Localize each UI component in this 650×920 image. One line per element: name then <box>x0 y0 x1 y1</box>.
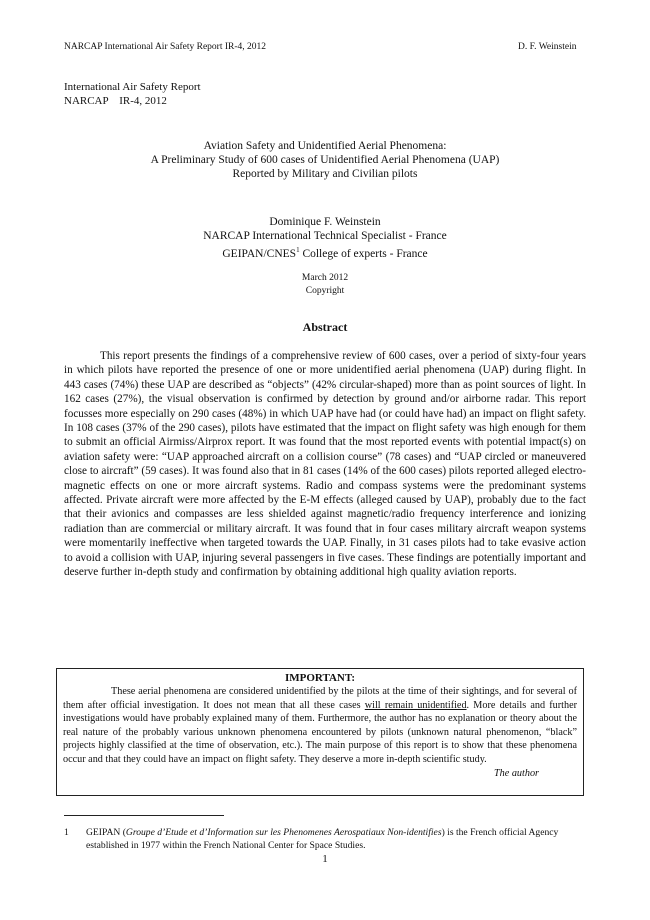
important-body <box>63 685 577 767</box>
affiliation2-rest: College of experts - France <box>299 247 428 260</box>
report-id <box>64 80 201 108</box>
important-notice-box <box>56 668 584 796</box>
footnote-marker: 1 <box>64 827 69 838</box>
report-id-line2: NARCAP IR-4, 2012 <box>64 95 167 107</box>
date-line: March 2012 <box>301 273 349 283</box>
page-number: 1 <box>322 853 328 865</box>
title-line2: A Preliminary Study of 600 cases of Unidentified Aerial Phenomena (UAP) <box>150 154 500 166</box>
author-affiliation1: NARCAP International Technical Specialist - France <box>203 230 447 242</box>
affiliation2-org: GEIPAN/CNES <box>222 247 297 260</box>
footnote-rule <box>64 815 224 816</box>
running-header-right: D. F. Weinstein <box>518 42 577 52</box>
footnote-pre: GEIPAN ( <box>86 827 126 838</box>
author-name: Dominique F. Weinstein <box>269 216 381 228</box>
title-line3: Reported by Military and Civilian pilots <box>232 168 418 180</box>
copyright-line: Copyright <box>305 286 345 296</box>
important-heading: IMPORTANT: <box>284 672 356 684</box>
title-line1: Aviation Safety and Unidentified Aerial Phenomena: <box>203 140 447 152</box>
abstract-body: This report presents the findings of a comprehensive review of 600 cases, over a period of sixty-four years in which pilots have reported the presence of one or more unidentified aerial phenomena (UAP) during flight. In 443 cases (74%) these UAP are described as “objects” (42% circular-shaped) more than as point sources of light. In 162 cases (27%), the visual observation is confirmed by detection by ground and/or airborne radar. This report focusses more especially on 290 cases (48%) in which UAP have had (or could have had) an impact on flight safety. In 108 cases (37% of the 290 cases), pilots have estimated that the impact on flight safety was high enough for them to submit an official Airmiss/Airprox report. It was found that the most reported events with potential impact(s) on aviation safety were: “UAP approached aircraft on a collision course” (78 cases) and “UAP circled or maneuvered close to aircraft” (59 cases). It was found also that in 81 cases (14% of the 600 cases) pilots reported alleged electro-magnetic effects on one or more aircraft systems. Radio and compass systems were the predominant systems affected. Private aircraft were more affected by the E-M effects (alleged caused by UAP), probably due to the fact that their avionics and compasses are less shielded against magnetic/radio frequency interference and ionizing radiation than are commercial or military aircraft. It was found that in four cases military aircraft weapon systems were momentarily ineffective when targeted towards the UAP. Finally, in 31 cases pilots had to take evasive action to avoid a collision with UAP, injuring several passengers in five cases. These findings are potentially important and deserve further in-depth study and confirmation by obtaining additional high quality aviation reports. <box>64 350 586 579</box>
paper-title <box>64 139 586 181</box>
footnote <box>64 826 586 852</box>
author-affiliation2 <box>64 243 586 261</box>
important-text-after: . More details and further investigations would have probably explained many of them. Furthermore, the author has no explanation or theory about the real nature of the probably various unknown phenomena encountered by pilots (unknown natural phenomenon, “black” projects highly classified at the time of observation, etc.). The main purpose of this report is to show that these phenomena occur and that they could have an impact on flight safety. They deserve a more in-depth scientific study. <box>63 699 578 765</box>
report-id-line1: International Air Safety Report <box>64 81 201 93</box>
footnote-text <box>64 826 586 852</box>
running-header-left: NARCAP International Air Safety Report IR-4, 2012 <box>64 42 267 52</box>
important-text-before: These aerial phenomena are considered unidentified by the pilots at the time of their sightings, and for several of them after official investigation. It does not mean that all these cases <box>63 686 577 711</box>
abstract-heading: Abstract <box>302 320 348 334</box>
footnote-ref: 1 <box>296 246 300 254</box>
author-block <box>64 215 586 261</box>
footnote-post: ) is the French official Agency established in 1977 within the French National Center for Space Studies. <box>86 827 559 851</box>
important-underlined: will remain unidentified <box>364 699 467 711</box>
important-signature: The author <box>494 767 539 779</box>
footnote-italic: Groupe d’Etude et d’Information sur les Phenomenes Aerospatiaux Non-identifies <box>125 827 442 838</box>
date-block <box>64 272 586 298</box>
